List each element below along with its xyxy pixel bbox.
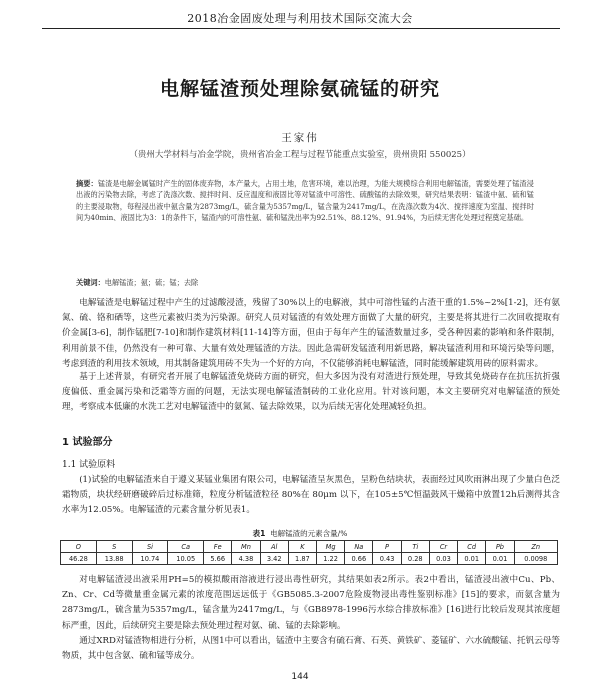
table-value-cell: 13.88 (96, 553, 132, 565)
abstract-label: 摘要： (76, 179, 98, 188)
intro-paragraph-1: 电解锰渣是电解锰过程中产生的过滤酸浸渣，残留了30%以上的电解液，其中可溶性锰约占渣干重的1.5%~2%[1-2]，还有氨氮、硫、铬和硒等，这些元素被归类为污染源。研究人员对锰渣的有效处理方面做了大量的研究，主要是将其进行二次回收提取有价金属[3-6]，制作锰肥[7-10]和制作建筑材料[11-14]等方面，但由于每年产生的锰渣数量过多，受各种因素的影响和条件限制，利用前景不佳，仍然没有一种可靠、大量有效处理锰渣的方法。因此急需研发锰渣利用新思路，解决锰渣利用和环境污染等问题，考虑到渣的利用技术领域，用其制备建筑用砖不失为一个好的方向，不仅能够消耗电解锰渣，同时能缓解建筑用砖的原料需求。 (62, 298, 560, 369)
materials-paragraph: (1)试验的电解锰渣来自于遵义某锰业集团有限公司，电解锰渣呈灰黑色，呈粉色结块状，表面经过风吹雨淋出现了少量白色泛霜物质，块状经研磨破碎后过标准筛，粒度分析锰渣粒径 80%在 80μm 以下，在105±5℃恒温鼓风干燥箱中放置12h后测得其含水率为12.05%。电解锰渣的元素含量分析见表1。 (62, 475, 560, 516)
table-header-cell: S (96, 541, 132, 553)
table-value-row (61, 553, 558, 565)
table-header-cell: Pb (486, 541, 514, 553)
table-caption-label: 表1 (252, 529, 266, 538)
running-header: 2018冶金固废处理与利用技术国际交流大会 (187, 12, 413, 25)
subsection-heading: 1.1 试验原料 (62, 460, 116, 470)
abstract-text: 锰渣是电解金属锰时产生的固体废弃物，本产量大，占用土地，危害环境，难以治理，为能大规模综合利用电解锰渣，需要处理了锰渣浸出液的污染物去除，考虑了洗涤次数、搅拌时间、反应温度和液固比等对锰渣中可溶性、硫酸锰的去除效果，研究结果表明：锰渣中氨、硫和锰的主要浸取物，每程浸出液中氨含量为2873mg/L，硫含量为5357mg/L，锰含量为2417mg/L，在洗涤次数为4次、搅拌速度为室温、搅拌时间为40min、液固比为3：1的条件下，锰渣内的可溶性氨、硫和锰洗出率为92.51%、88.12%、91.94%，为后续无害化处理过程奠定基础。 (76, 179, 534, 223)
intro-paragraph-2: 基于上述背景，有研究者开展了电解锰渣免烧砖方面的研究，但大多因为没有对渣进行预处理，导致其免烧砖存在抗压抗折强度偏低、重金属污染和泛霜等方面的问题，无法实现电解锰渣制砖的工业化应用。针对该问题，本文主要研究对电解锰渣的预处理，考察成本低廉的水洗工艺对电解锰渣中的氨氮、锰去除效果，以为后续无害化处理减轻负担。 (62, 372, 560, 413)
table-value-cell: 0.03 (429, 553, 457, 565)
table-value-cell: 46.28 (61, 553, 97, 565)
table-value-cell: 0.43 (373, 553, 401, 565)
table-value-cell: 0.01 (486, 553, 514, 565)
table-header-cell: Ca (168, 541, 204, 553)
table-header-row (61, 541, 558, 553)
table-header-cell: Al (260, 541, 288, 553)
table-header-cell: P (373, 541, 401, 553)
table-header-cell: Ti (401, 541, 429, 553)
abstract (76, 178, 534, 224)
affiliation: （贵州大学材料与冶金学院，贵州省冶金工程与过程节能重点实验室，贵州贵阳 550025） (129, 150, 471, 160)
table-header-cell: Cr (429, 541, 457, 553)
composition-table (60, 540, 558, 565)
table-caption-text: 电解锰渣的元素含量/% (270, 529, 348, 538)
table-header-cell: Mn (232, 541, 260, 553)
table-header-cell: K (288, 541, 316, 553)
author: 王家伟 (281, 132, 319, 144)
table-value-cell: 10.74 (132, 553, 168, 565)
leaching-paragraph: 对电解锰渣浸出液采用PH=5的模拟酸雨溶液进行浸出毒性研究，其结果如表2所示。表2中看出，锰渣浸出液中Cu、Pb、Zn、Cr、Cd等微量重金属元素的浓度范围远远低于《GB5085.3-2007危险废物浸出毒性鉴别标准》[15]的要求，而氨含量为2873mg/L，硫含量为5357mg/L，锰含量为2417mg/L，与《GB8978-1996污水综合排放标准》[16]进行比较后发现其浓度超标严重，因此，后续研究主要是除去预处理过程对氨、硫、锰的去除影响。 (62, 575, 560, 631)
table-header-cell: Mg (317, 541, 345, 553)
keywords (76, 278, 534, 288)
page-number: 144 (291, 672, 309, 682)
paper-title: 电解锰渣预处理除氨硫锰的研究 (159, 78, 440, 100)
header-divider (42, 28, 560, 29)
xrd-paragraph: 通过XRD对锰渣物相进行分析，从图1中可以看出，锰渣中主要含有硫石膏、石英、黄铁矿、菱锰矿、六水硫酸锰、托钒云母等物质，其中包含氨、硫和锰等成分。 (62, 636, 560, 662)
section-heading: 1 试验部分 (62, 437, 113, 448)
table-header-cell: Si (132, 541, 168, 553)
table-value-cell: 0.28 (401, 553, 429, 565)
table-value-cell: 0.0098 (514, 553, 557, 565)
table-value-cell: 3.42 (260, 553, 288, 565)
table-header-cell: Cd (458, 541, 486, 553)
table-value-cell: 0.66 (345, 553, 373, 565)
table-caption (0, 528, 600, 539)
keywords-text: 电解锰渣；氨；硫；锰；去除 (104, 278, 199, 287)
table-value-cell: 0.01 (458, 553, 486, 565)
table-value-cell: 4.38 (232, 553, 260, 565)
table-header-cell: Zn (514, 541, 557, 553)
table-value-cell: 10.05 (168, 553, 204, 565)
table-value-cell: 5.66 (204, 553, 232, 565)
table-header-cell: O (61, 541, 97, 553)
table-value-cell: 1.87 (288, 553, 316, 565)
table-value-cell: 1.22 (317, 553, 345, 565)
table-header-cell: Na (345, 541, 373, 553)
keywords-label: 关键词： (76, 278, 105, 287)
table-header-cell: Fe (204, 541, 232, 553)
